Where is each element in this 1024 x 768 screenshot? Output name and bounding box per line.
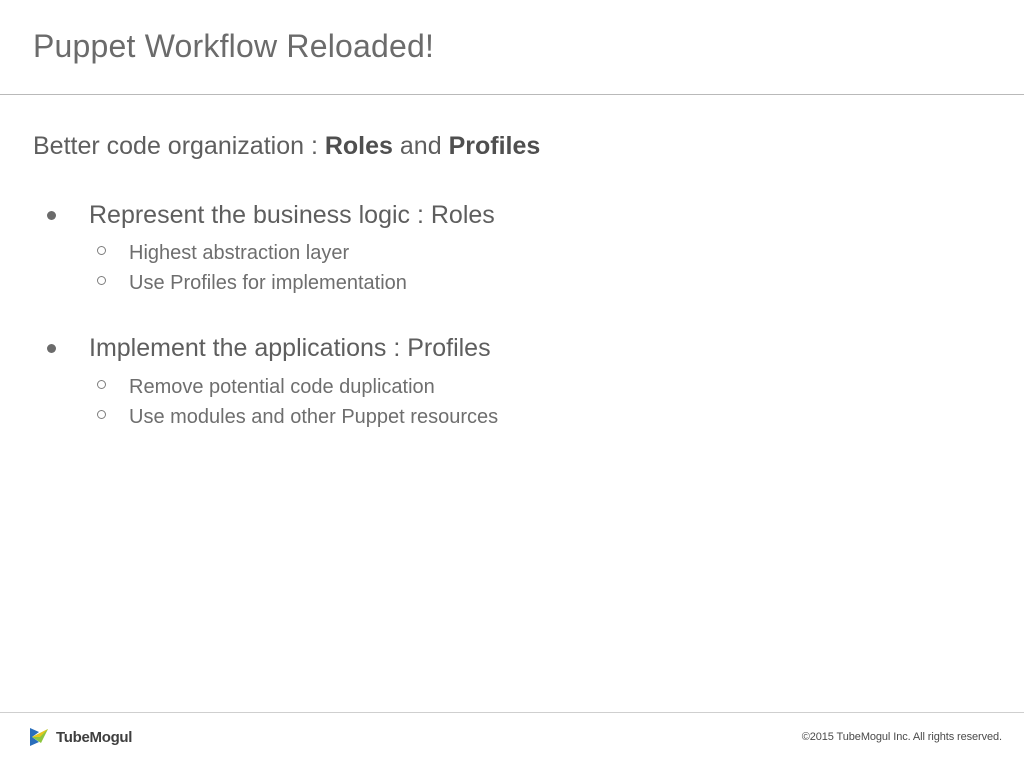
copyright-text: ©2015 TubeMogul Inc. All rights reserved. [801, 731, 1002, 743]
title-divider [0, 94, 1024, 95]
sub-list-item-label: Use modules and other Puppet resources [129, 406, 499, 428]
bullet-hollow-icon [97, 410, 106, 419]
list-item-label: Implement the applications : Profiles [89, 334, 491, 363]
footer-logo-label: TubeMogul [56, 728, 133, 746]
sub-bullet-list [89, 238, 983, 298]
list-item [33, 199, 983, 299]
lead-bold-profiles: Profiles [448, 132, 541, 160]
lead-middle: and [392, 132, 449, 160]
lead-bold-roles: Roles [324, 132, 393, 160]
bullet-filled-icon [47, 344, 56, 353]
footer-divider [0, 712, 1024, 713]
bullet-hollow-icon [97, 246, 106, 255]
bullet-filled-icon [47, 211, 56, 220]
tubemogul-play-icon [28, 726, 50, 748]
page-title: Puppet Workflow Reloaded! [33, 28, 435, 64]
list-spacer [33, 300, 983, 332]
sub-list-item [89, 372, 983, 402]
bullet-hollow-icon [97, 380, 106, 389]
slide-body [33, 130, 983, 434]
sub-list-item [89, 268, 983, 298]
sub-list-item-label: Remove potential code duplication [129, 376, 435, 398]
sub-list-item [89, 238, 983, 268]
sub-bullet-list [89, 372, 983, 432]
lead-prefix: Better code organization : [33, 132, 325, 160]
lead-paragraph [33, 130, 983, 163]
footer-logo [28, 726, 132, 748]
bullet-list [33, 199, 983, 433]
bullet-hollow-icon [97, 276, 106, 285]
list-item [33, 332, 983, 432]
sub-list-item [89, 402, 983, 432]
sub-list-item-label: Highest abstraction layer [129, 242, 350, 265]
sub-list-item-label: Use Profiles for implementation [129, 272, 407, 295]
list-item-label: Represent the business logic : Roles [89, 200, 495, 229]
